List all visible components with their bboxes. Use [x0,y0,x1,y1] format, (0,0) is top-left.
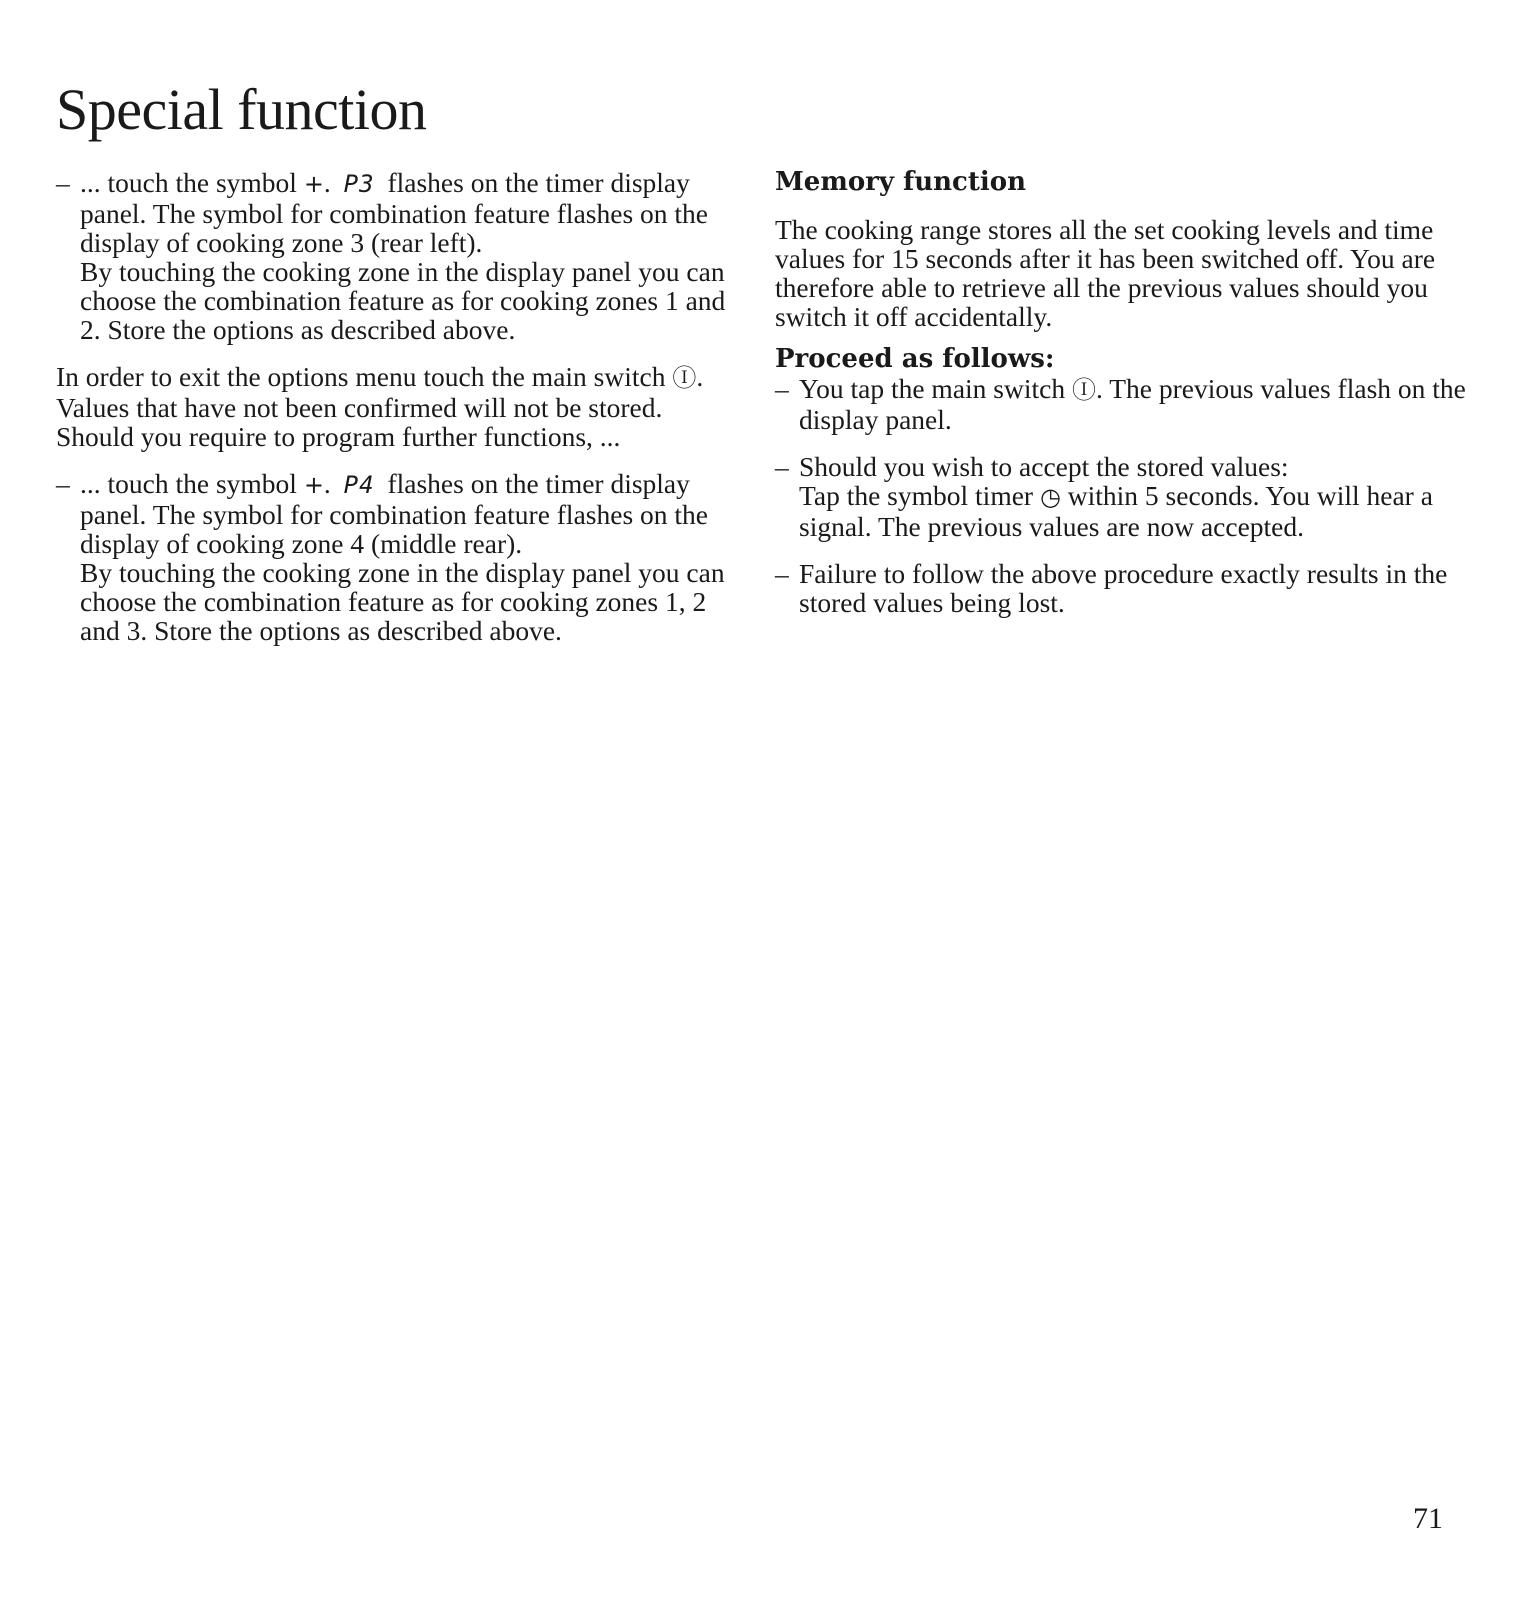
dot: . [323,167,331,198]
left-column [56,168,746,645]
main-switch-icon: Ⓘ [1071,376,1096,404]
dash-bullet: – [56,167,70,198]
dash-bullet: – [775,373,789,404]
item-text: ... touch the symbol [80,468,297,499]
item-text: flashes on the timer display panel. The symbol for combination feature flashes on the display of cooking zone 4 (middle rear). [80,468,708,559]
timer-icon: ◷ [1039,483,1061,511]
paragraph-text: . Values that have not been confirmed will not be stored. [56,361,704,423]
item-text: Failure to follow the above procedure exactly results in the stored values being lost. [799,558,1448,618]
proceed-heading: Proceed as follows: [775,344,1055,374]
page-number: 71 [1413,1502,1443,1535]
item-text: By touching the cooking zone in the display panel you can choose the combination feature as for cooking zones 1 and 2. Store the options as described above. [80,256,726,345]
main-switch-icon: Ⓘ [672,364,697,392]
item-text: ... touch the symbol [80,167,297,198]
item-text: Tap the symbol timer [799,480,1034,511]
list-item-p4 [56,469,746,645]
list-item-step-2 [775,452,1475,541]
item-text: By touching the cooking zone in the display panel you can choose the combination feature as for cooking zones 1, 2 and 3. Store the options as described above. [80,557,725,646]
plus-symbol: + [303,170,324,198]
page-title: Special function [56,77,427,142]
item-text: Should you wish to accept the stored values: [799,451,1289,482]
memory-function-heading: Memory function [775,167,1026,197]
list-item-p3 [56,168,746,344]
memory-function-text: The cooking range stores all the set cooking levels and time values for 15 seconds after it has been switched off. You are therefore able to retrieve all the previous values should you switch it off accidentally. [775,214,1436,332]
dash-bullet: – [775,451,789,482]
item-text: You tap the main switch [799,373,1066,404]
plus-symbol: + [303,471,324,499]
list-item-step-3 [775,559,1475,617]
dash-bullet: – [775,558,789,589]
item-text: . The previous values flash on the display panel. [799,373,1466,435]
dash-bullet: – [56,468,70,499]
display-code-p3: P3 [343,170,375,198]
item-text: flashes on the timer display panel. The symbol for combination feature flashes on the display of cooking zone 3 (rear left). [80,167,708,258]
display-code-p4: P4 [343,471,375,499]
list-item-step-1 [775,374,1475,434]
paragraph-text: Should you require to program further functions, ... [56,421,621,452]
paragraph-text: In order to exit the options menu touch the main switch [56,361,666,392]
exit-options-paragraph [56,362,746,451]
item-text: within 5 seconds. You will hear a signal. The previous values are now accepted. [799,480,1433,542]
dot: . [323,468,331,499]
right-column [775,168,1475,617]
